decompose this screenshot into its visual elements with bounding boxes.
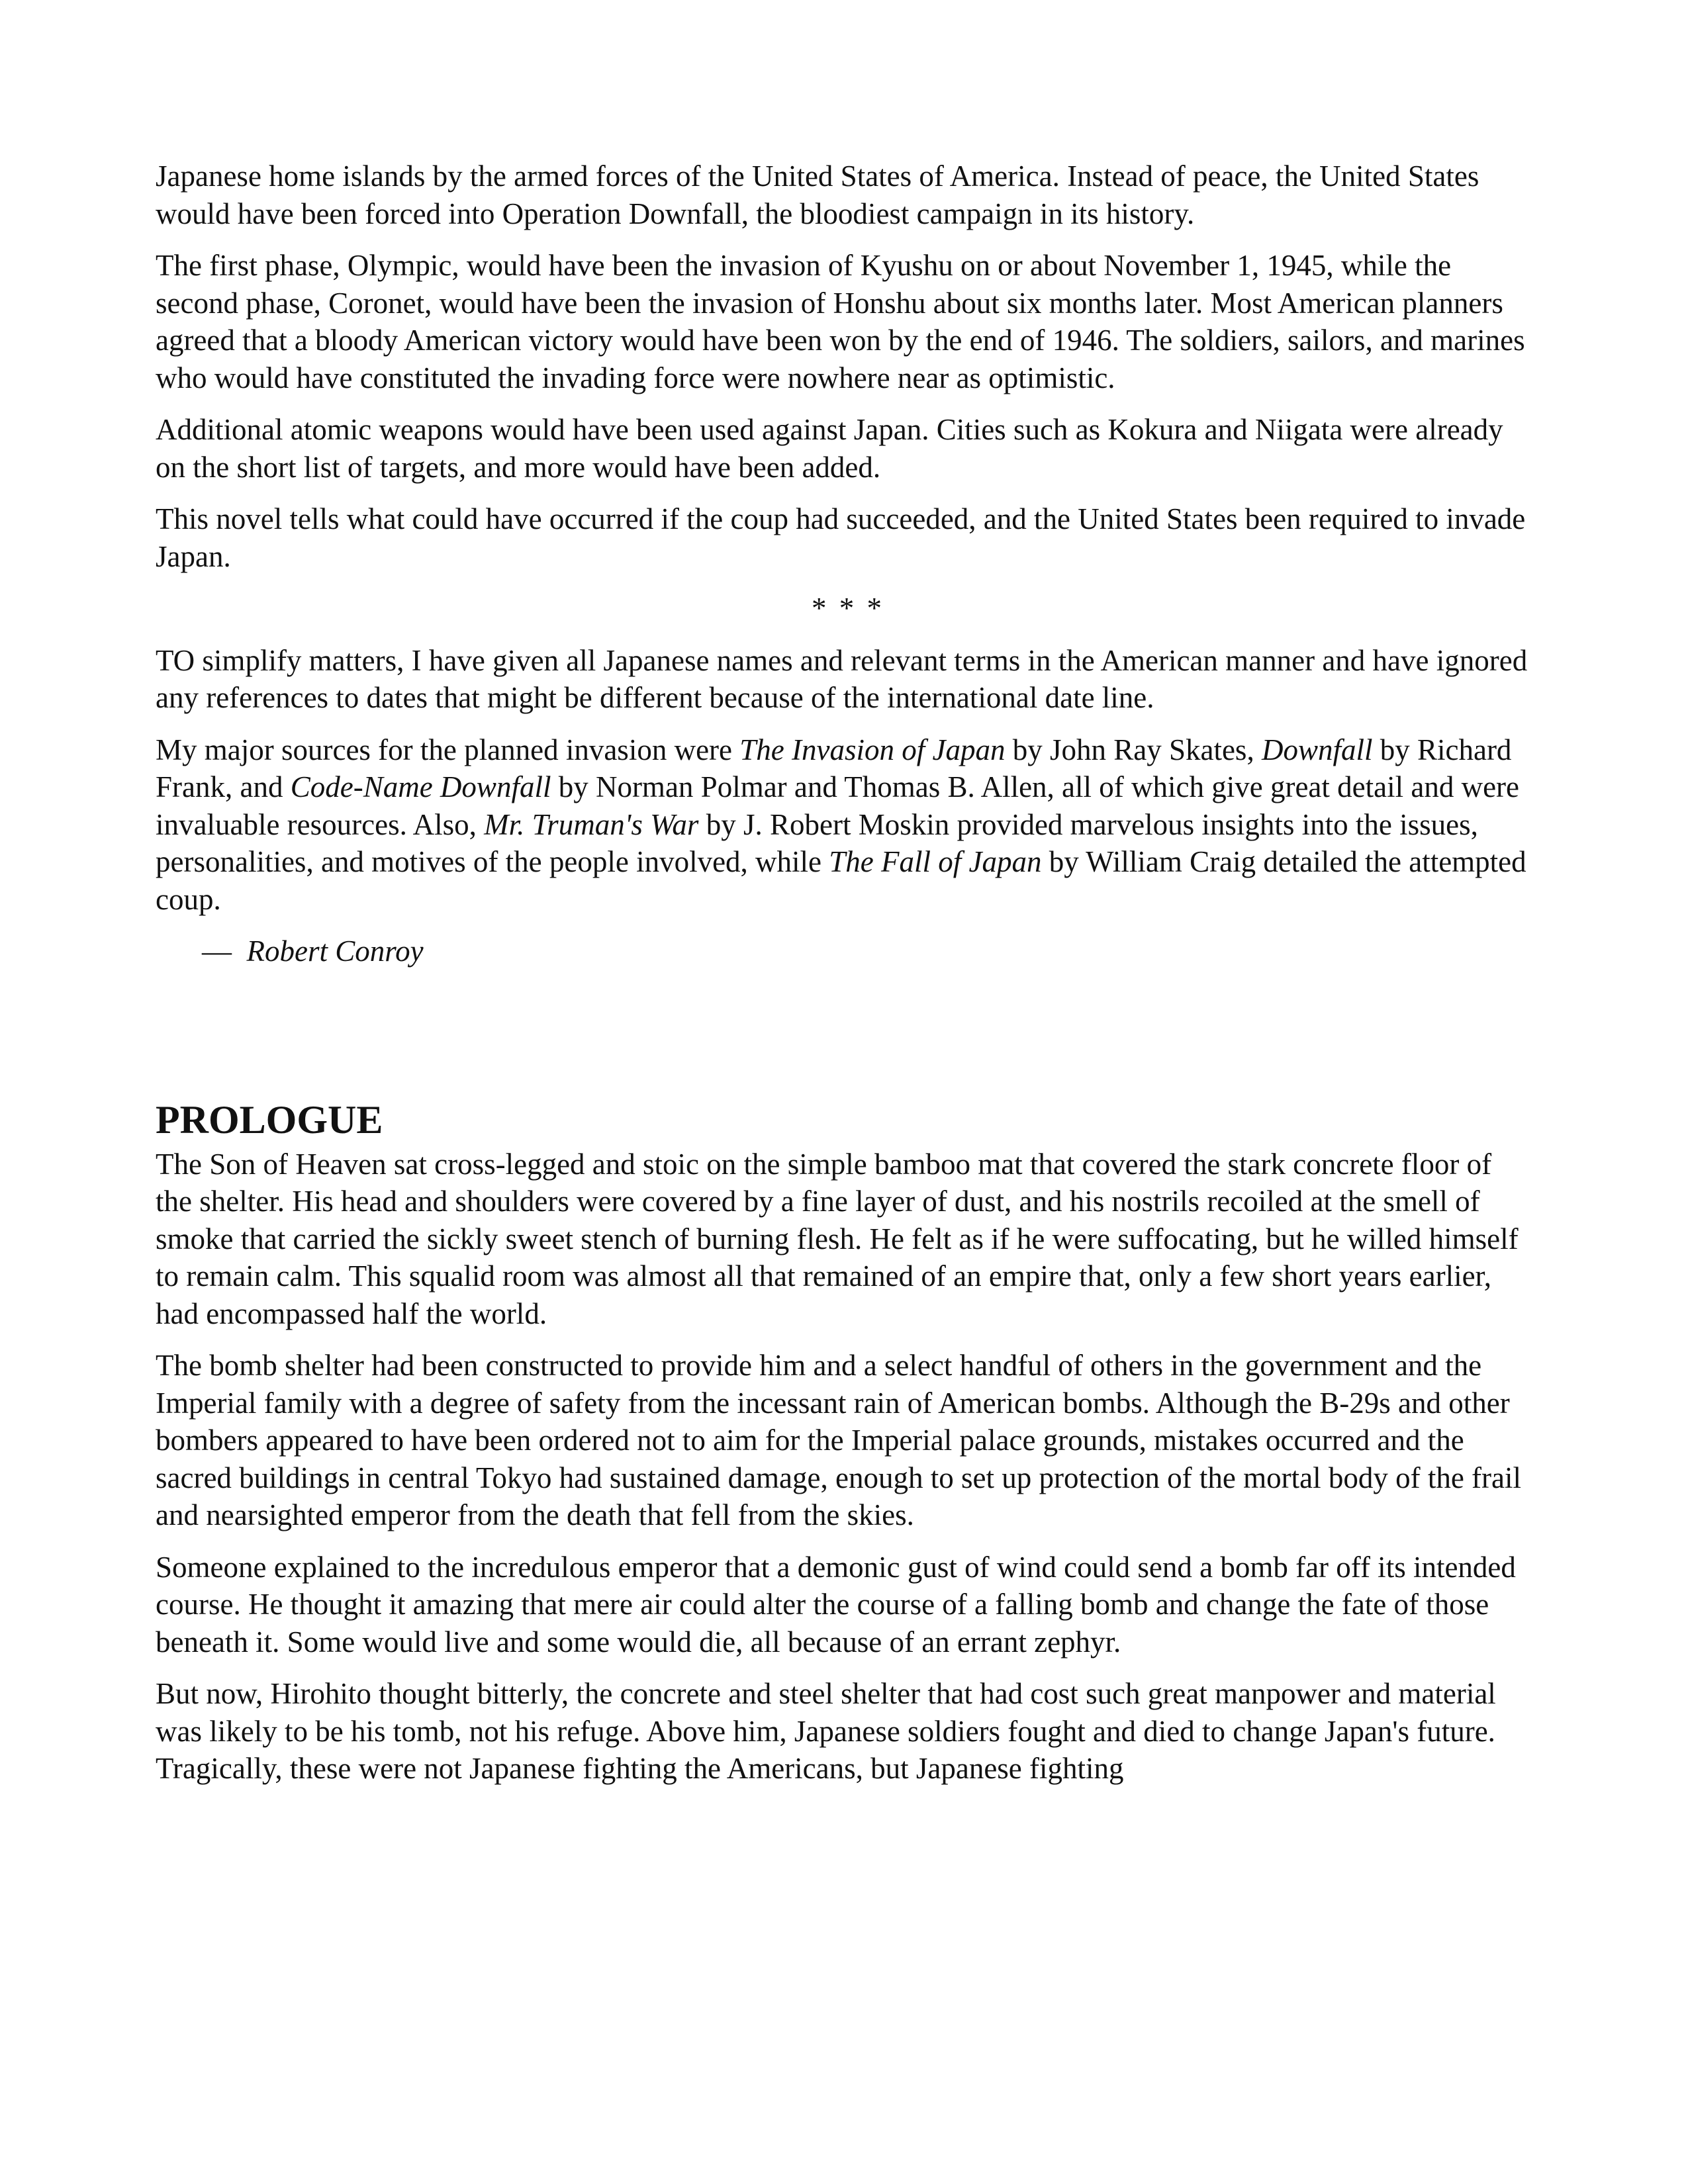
book-title-invasion-of-japan: The Invasion of Japan xyxy=(739,733,1006,766)
book-title-code-name-downfall: Code-Name Downfall xyxy=(290,770,551,803)
book-title-downfall: Downfall xyxy=(1261,733,1373,766)
author-signature xyxy=(156,933,1532,970)
sources-text-3: by Richard Frank, and xyxy=(156,733,1512,803)
prologue-paragraph-3: Someone explained to the incredulous emperor that a demonic gust of wind could send a bomb far off its intended course. He thought it amazing that mere air could alter the course of a falling bomb and change the fate of those beneath it. Some would live and some would die, all because of an errant zephyr. xyxy=(156,1550,1516,1659)
intro-paragraph-3: Additional atomic weapons would have been used against Japan. Cities such as Kokura and Niigata were already on the short list of targets, and more would have been added. xyxy=(156,413,1503,484)
book-title-mr-trumans-war: Mr. Truman's War xyxy=(484,807,699,841)
intro-paragraph-4: This novel tells what could have occurred if the coup had succeeded, and the United States been required to invade Japan. xyxy=(156,502,1526,573)
author-note-paragraph: TO simplify matters, I have given all Japanese names and relevant terms in the American manner and have ignored any references to dates that might be different because of the international date line. xyxy=(156,643,1528,714)
prologue-paragraph-1: The Son of Heaven sat cross-legged and stoic on the simple bamboo mat that covered the stark concrete floor of the shelter. His head and shoulders were covered by a fine layer of dust, and his nostrils recoiled at the smell of smoke that carried the sickly sweet stench of burning flesh. He felt as if he were suffocating, but he willed himself to remain calm. This squalid room was almost all that remained of an empire that, only a few short years earlier, had encompassed half the world. xyxy=(156,1147,1519,1330)
section-separator: * * * xyxy=(812,592,884,625)
intro-paragraph-2: The first phase, Olympic, would have been the invasion of Kyushu on or about November 1, 1945, while the second phase, Coronet, would have been the invasion of Honshu about six months later. Most American planners agreed that a bloody American victory would have been won by the end of 1946. The soldiers, sailors, and marines who would have constituted the invading force were nowhere near as optimistic. xyxy=(156,249,1525,394)
intro-paragraph-1: Japanese home islands by the armed forces of the United States of America. Instead of peace, the United States would have been forced into Operation Downfall, the bloodiest campaign in its history. xyxy=(156,159,1479,230)
book-title-fall-of-japan: The Fall of Japan xyxy=(829,845,1042,878)
signature-dash: — xyxy=(202,934,232,968)
signature-name: Robert Conroy xyxy=(246,934,424,968)
prologue-paragraph-4: But now, Hirohito thought bitterly, the concrete and steel shelter that had cost such great manpower and material was likely to be his tomb, not his refuge. Above him, Japanese soldiers fought and died to change Japan's future. Tragically, these were not Japanese fighting the Americans, but Japanese fighting xyxy=(156,1677,1496,1785)
sources-text-6: by William Craig detailed the attempted coup. xyxy=(156,845,1526,916)
sources-paragraph xyxy=(156,731,1532,919)
sources-text-2: by John Ray Skates, xyxy=(1005,733,1262,766)
prologue-paragraph-2: The bomb shelter had been constructed to provide him and a select handful of others in the government and the Imperial family with a degree of safety from the incessant rain of American bombs. Although the B-29s and other bombers appeared to have been ordered not to aim for the Imperial palace grounds, mistakes occurred and the sacred buildings in central Tokyo had sustained damage, enough to set up protection of the mortal body of the frail and nearsighted emperor from the death that fell from the skies. xyxy=(156,1349,1521,1531)
document-page xyxy=(156,158,1532,1802)
sources-text-4: by Norman Polmar and Thomas B. Allen, all of which give great detail and were invaluable resources. Also, xyxy=(156,770,1519,841)
prologue-heading: PROLOGUE xyxy=(156,1097,383,1142)
sources-text-1: My major sources for the planned invasion were xyxy=(156,733,740,766)
sources-text-5: by J. Robert Moskin provided marvelous insights into the issues, personalities, and motives of the people involved, while xyxy=(156,807,1478,878)
